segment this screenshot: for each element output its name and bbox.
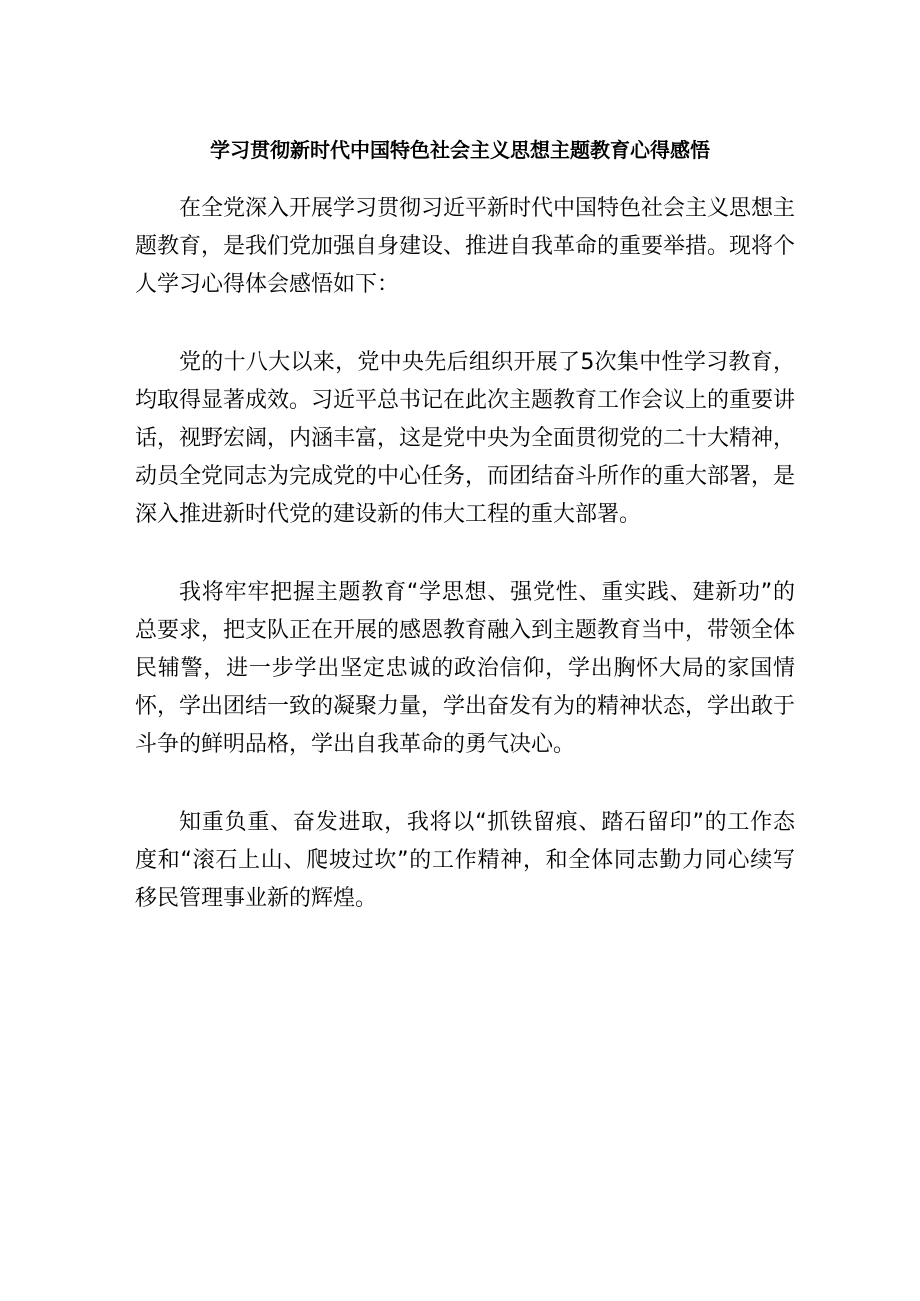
paragraph-1: 在全党深入开展学习贯彻习近平新时代中国特色社会主义思想主题教育，是我们党加强自身建设、推进自我革命的重要举措。现将个人学习心得体会感悟如下：	[135, 196, 796, 297]
paragraph-4: 知重负重、奋发进取，我将以“抓铁留痕、踏石留印”的工作态度和“滚石上山、爬坡过坎”的工作精神，和全体同志勤力同心续写移民管理事业新的辉煌。	[135, 810, 795, 911]
document-body	[135, 190, 795, 958]
document-title: 学习贯彻新时代中国特色社会主义思想主题教育心得感悟	[210, 138, 710, 162]
paragraph-2: 党的十八大以来，党中央先后组织开展了5次集中性学习教育，均取得显著成效。习近平总书记在此次主题教育工作会议上的重要讲话，视野宏阔，内涵丰富，这是党中央为全面贯彻党的二十大精神，动员全党同志为完成党的中心任务，而团结奋斗所作的重大部署，是深入推进新时代党的建设新的伟大工程的重大部署。	[135, 350, 796, 527]
paragraph-3: 我将牢牢把握主题教育“学思想、强党性、重实践、建新功”的总要求，把支队正在开展的感恩教育融入到主题教育当中，带领全体民辅警，进一步学出坚定忠诚的政治信仰，学出胸怀大局的家国情怀，学出团结一致的凝聚力量，学出奋发有为的精神状态，学出敢于斗争的鲜明品格，学出自我革命的勇气决心。	[135, 580, 796, 757]
